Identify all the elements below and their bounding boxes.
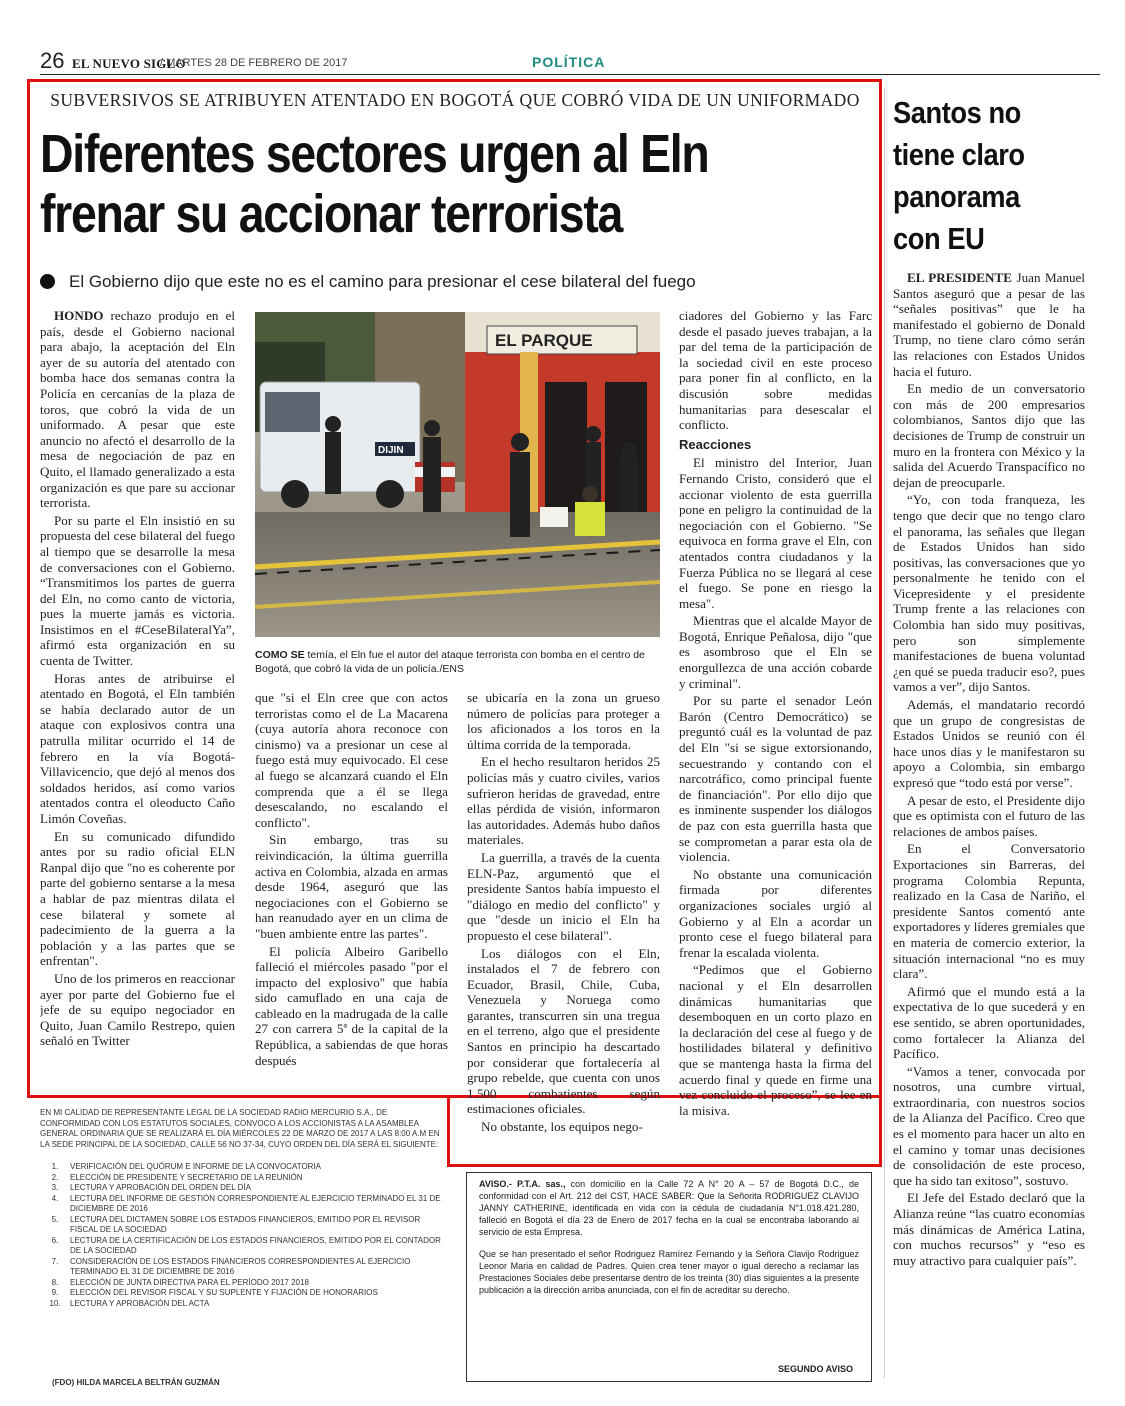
headline-line-1: Diferentes sectores urgen al Eln bbox=[40, 124, 709, 184]
subhead-reacciones: Reacciones bbox=[679, 436, 752, 452]
caption-lead: COMO SE bbox=[255, 649, 305, 661]
paragraph: Horas antes de atribuirse el atentado en Bogotá, el Eln también se había declarado autor de un ataque con explosivos contra una patrulla militar ocurrido el 14 de febrero en la vía Bogotá-Villavicencio, que dejó al menos dos soldados heridos, así como varios atentados contra el oleoducto Caño Limón Coveñas. bbox=[40, 670, 235, 826]
paragraph: que "si el Eln cree que con actos terroristas como el de La Macarena (cuya autoría ahora reconoce con cinismo) va a presionar un cese al fuego está muy equivocado. El cese al fuego se alcanzará cuando el Eln comprenda que a él se llega desescalando, no escalando el conflicto". bbox=[255, 690, 448, 830]
agenda-item bbox=[40, 1173, 444, 1184]
lead-word: HONDO bbox=[54, 308, 104, 323]
van-label: DIJIN bbox=[378, 445, 404, 456]
page-header bbox=[40, 48, 1100, 74]
photo-sign: EL PARQUE bbox=[495, 331, 593, 350]
agenda-item bbox=[40, 1288, 444, 1299]
article-photo bbox=[255, 312, 660, 637]
agenda-item bbox=[40, 1299, 444, 1310]
agenda-item-text: LECTURA Y APROBACIÓN DEL ACTA bbox=[70, 1298, 210, 1308]
notice-lead: AVISO.- P.T.A. sas., bbox=[479, 1179, 566, 1189]
paragraph: ciadores del Gobierno y las Farc desde el pasado jueves trabajan, a la par del tema de la participación de la sociedad civil en este proceso para poner fin al conflicto, en la discusión sobre medidas humanitarias para desescalar el conflicto. bbox=[679, 308, 872, 433]
paragraph: Uno de los primeros en reaccionar ayer por parte del Gobierno fue el jefe de su equipo negociador en Quito, Juan Camilo Restrepo, quien señaló en Twitter bbox=[40, 970, 235, 1049]
article-deck bbox=[40, 272, 870, 292]
section-label: POLÍTICA bbox=[532, 54, 606, 70]
agenda-item bbox=[40, 1278, 444, 1289]
paragraph: Además, el mandatario recordó que un grupo de congresistas de Estados Unidos se reunió con él hace unos días y le manifestaron su apoyo a Colombia, sin embargo expresó que “todo está por verse”. bbox=[893, 697, 1085, 790]
article-column-2 bbox=[255, 690, 448, 1090]
header-rule bbox=[40, 74, 1100, 75]
paragraph: En medio de un conversatorio con más de 200 empresarios colombianos, Santos dijo que las decisiones de Trump de construir un muro en la frontera con México y la salida del Acuerdo Transpacífico no dejan de preocuparle. bbox=[893, 381, 1085, 490]
bullet-icon bbox=[40, 274, 55, 289]
paragraph: “Vamos a tener, convocada por nosotros, una cumbre virtual, extraordinaria, con nuestros socios de la Alianza del Pacífico. Creo que es el momento para hacer un alto en el camino y tomar unas decisiones de consolidación de este proceso, que ha sido tan exitoso”, sostuvo. bbox=[893, 1063, 1085, 1188]
agenda-item bbox=[40, 1183, 444, 1194]
article-kicker: SUBVERSIVOS SE ATRIBUYEN ATENTADO EN BOGOTÁ QUE COBRÓ VIDA DE UN UNIFORMADO bbox=[50, 90, 860, 110]
agenda-item-text: LECTURA DEL INFORME DE GESTIÓN CORRESPONDIENTE AL EJERCICIO TERMINADO EL 31 DE DICIEMBRE DE 2016 bbox=[70, 1193, 441, 1213]
agenda-item-number: 5. bbox=[51, 1214, 59, 1224]
paragraph: En el Conversatorio Exportaciones sin Barreras, del programa Colombia Repunta, realizado en la Casa de Nariño, el presidente Santos comentó ante exportadores y líderes gremiales que en materia de comercio exterior, la situación internacional “no es muy clara”. bbox=[893, 841, 1085, 982]
paragraph: “Pedimos que el Gobierno nacional y el Eln desarrollen dinámicas humanitarias que desemboquen en un corto plazo en la declaración del cese al fuego y de hostilidades bilateral y definitivo que se mantenga hasta la firma del acuerdo final y quede en firme una vez concluido el proceso”, se lee en la misiva. bbox=[679, 962, 872, 1118]
paragraph: Por su parte el Eln insistió en su propuesta del cese bilateral del fuego al tiempo que se desarrolle la mesa de conversaciones con el Gobierno. “Transmitimos los partes de guerra del Eln, no como canto de victoria, pues la muerte jamás es victoria. Insistimos en el #CeseBilateralYa”, afirmó esta organización en su cuenta de Twitter. bbox=[40, 512, 235, 669]
crime-scene-photo bbox=[255, 312, 660, 637]
notice-paragraph: con domicilio en la Calle 72 A N° 20 A – 57 de Bogotá D.C., de conformidad con el Art. 212 del CST, HACE SABER: Que la Señorita RODRIGUEZ CLAVIJO JANNY CATHERINE, identificada en vida con la cédula de ciudadanía N°1.018.421.280, falleció en Bogotá el día 23 de Enero de 2017 fecha en la cual se encontraba laborando al servicio de esta Empresa. bbox=[479, 1179, 859, 1237]
paragraph: “Yo, con toda franqueza, les tengo que decir que no tengo claro el panorama, las señales que llegan de Estados Unidos han sido positivas, las conversaciones que yo personalmente he tenido con el Vicepresidente y el presidente Trump frente a las relaciones con Colombia han sido muy positivas, pero son simplemente manifestaciones de buena voluntad ¿en qué se pueda traducir eso?, pues vamos a ver”, dijo Santos. bbox=[893, 492, 1085, 695]
deck-text: El Gobierno dijo que este no es el camino para presionar el cese bilateral del fuego bbox=[69, 272, 696, 291]
sidebar-headline: Santos no tiene claro panorama con EU bbox=[893, 95, 1025, 256]
article-headline bbox=[40, 124, 754, 244]
headline-line-2: frenar su accionar terrorista bbox=[40, 184, 623, 244]
agenda-item-text: ELECCIÓN DE JUNTA DIRECTIVA PARA EL PERÍODO 2017 2018 bbox=[70, 1277, 309, 1287]
agenda-item bbox=[40, 1257, 444, 1278]
agenda-item bbox=[40, 1194, 444, 1215]
paragraph: En su comunicado difundido antes por su radio oficial ELN Ranpal dijo que "no es coherente por parte del gobierno sentarse a la mesa a hablar de paz mientras dilata el cese bilateral y somete al padecimiento de la guerra a la población y a las partes que se enfrentan". bbox=[40, 828, 235, 969]
article-column-1 bbox=[40, 308, 235, 1090]
paragraph: Juan Manuel Santos aseguró que a pesar de las “señales positivas” que le ha manifestado el gobierno de Donald Trump, no tiene claro cómo serán las relaciones con Estados Unidos hacia el futuro. bbox=[893, 270, 1085, 379]
agenda-item-text: VERIFICACIÓN DEL QUÓRUM E INFORME DE LA CONVOCATORIA bbox=[70, 1162, 321, 1171]
paragraph: Sin embargo, tras su reivindicación, la última guerrilla activa en Colombia, alzada en armas desde 1964, aseguró que las negociaciones con el Gobierno se han reanudado ayer en un clima de "buen ambiente entre las partes". bbox=[255, 832, 448, 941]
paragraph: No obstante una comunicación firmada por diferentes organizaciones sociales urgió al Gobierno y al Eln a acordar un pronto cese el fuego bilateral para frenar la escalada violenta. bbox=[679, 866, 872, 960]
paragraph: El policía Albeiro Garibello falleció el miércoles pasado "por el impacto del explosivo" que había sido camuflado en una caja de cableado en la madrugada de la calle 27 con carrera 5ª de la capital de la República, a sabiendas de que horas después bbox=[255, 943, 448, 1068]
paragraph: A pesar de esto, el Presidente dijo que es optimista con el futuro de las relaciones de ambos países. bbox=[893, 792, 1085, 839]
agenda-item-number: 1. bbox=[51, 1162, 59, 1171]
paragraph: La guerrilla, a través de la cuenta ELN-Paz, argumentó que el presidente Santos había impuesto el "diálogo en medio del conflicto" y que "desde un inicio el Eln ha propuesto el cese bilateral". bbox=[467, 849, 660, 943]
agenda-item-text: ELECCIÓN DEL REVISOR FISCAL Y SU SUPLENTE Y FIJACIÓN DE HONORARIOS bbox=[70, 1288, 378, 1297]
paragraph: Los diálogos con el Eln, instalados el 7 de febrero con Ecuador, Brasil, Chile, Cuba, Venezuela y Noruega como garantes, transcurren sin una tregua en el terreno, algo que el presidente Santos en principio ha descartado por considerar que fortalecería al grupo rebelde, que cuenta con unos 1.500 combatientes según estimaciones oficiales. bbox=[467, 945, 660, 1117]
photo-caption bbox=[255, 648, 660, 676]
paragraph: rechazo produjo en el país, desde el Gobierno nacional para abajo, la aceptación del Eln ayer de su autoría del atentado con bomba hace dos semanas contra la Policía en cercanías de la plaza de toros, que cobró la vida de un uniformado. A pesar que este anuncio no afectó el desarrollo de la mesa de negociación de paz en Quito, el llamado generalizado a esta organización es que pare su accionar terrorista. bbox=[40, 308, 235, 511]
agenda-item-text: CONSIDERACIÓN DE LOS ESTADOS FINANCIEROS CORRESPONDIENTES AL EJERCICIO TERMINADO EL 31 DE DICIEMBRE DE 2016 bbox=[70, 1256, 411, 1276]
paragraph: Por su parte el senador León Barón (Centro Democrático) se preguntó cuál es la voluntad de paz del Eln "si se sigue extorsionando, secuestrando y contando con el narcotráfico, como principal fuente de financiación". Por ello dijo que es inminente suspender los diálogos de paz con esta guerrilla hasta que se comprometan a parar esta ola de violencia. bbox=[679, 693, 872, 865]
newspaper-name: EL NUEVO SIGLO bbox=[72, 56, 186, 71]
agenda-item-number: 6. bbox=[51, 1235, 59, 1245]
agenda-item-text: LECTURA Y APROBACIÓN DEL ORDEN DEL DÍA bbox=[70, 1183, 251, 1192]
notice-paragraph: Que se han presentado el señor Rodriguez Ramírez Fernando y la Señora Clavijo Rodriguez Leonor Maria en calidad de Padres. Quien crea tener mayor o igual derecho a reclamar las Prestaciones Sociales debe presentarse dentro de los treinta (30) días siguientes a la presente publicación a la dirección arriba anunciada, con el fin de acreditar su derecho. bbox=[479, 1249, 859, 1295]
agenda-item-text: ELECCIÓN DE PRESIDENTE Y SECRETARIO DE LA REUNIÓN bbox=[70, 1172, 303, 1182]
sidebar-column bbox=[893, 270, 1085, 1385]
agenda-item bbox=[40, 1215, 444, 1236]
agenda-item-number: 3. bbox=[51, 1183, 59, 1192]
page-number: 26 bbox=[40, 48, 65, 73]
notice-signature: (FDO) HILDA MARCELA BELTRÁN GUZMÁN bbox=[52, 1378, 220, 1387]
agenda-item-number: 9. bbox=[51, 1288, 59, 1297]
issue-date: / MARTES 28 DE FEBRERO DE 2017 bbox=[160, 57, 348, 69]
agenda-item-number: 7. bbox=[51, 1256, 59, 1266]
sidebar-lead-word: EL PRESIDENTE bbox=[907, 270, 1012, 285]
paragraph: El Jefe del Estado declaró que la Alianza reúne “las cuatro economías más dinámicas de América Latina, con muchos recursos” y “eso es muy atractivo para cualquier país”. bbox=[893, 1190, 1085, 1268]
assembly-notice bbox=[40, 1108, 444, 1398]
agenda-item bbox=[40, 1236, 444, 1257]
paragraph: Afirmó que el mundo está a la expectativa de lo que sucederá y en ese sentido, se abren oportunidades, como fortalecer la Alianza del Pacífico. bbox=[893, 983, 1085, 1062]
agenda-item-text: LECTURA DEL DICTAMEN SOBRE LOS ESTADOS FINANCIEROS, EMITIDO POR EL REVISOR FISCAL DE LA SOCIEDAD bbox=[70, 1214, 421, 1234]
agenda-item-number: 4. bbox=[51, 1193, 59, 1203]
agenda-item-text: LECTURA DE LA CERTIFICACIÓN DE LOS ESTADOS FINANCIEROS, EMITIDO POR EL CONTADOR DE LA SOCIEDAD bbox=[70, 1235, 441, 1255]
paragraph: Mientras que el alcalde Mayor de Bogotá, Enrique Peñalosa, dijo "que es asombroso que el Eln se enorgullezca de una acción cobarde y criminal". bbox=[679, 613, 872, 691]
agenda-item bbox=[40, 1162, 444, 1173]
article-column-3 bbox=[467, 690, 660, 1152]
labor-notice bbox=[466, 1172, 872, 1382]
agenda-item-number: 10. bbox=[49, 1298, 61, 1308]
paragraph: En el hecho resultaron heridos 25 policías más y cuatro civiles, varios sufrieron heridas de gravedad, entre ellas pérdida de visión, informaron las autoridades. Además hubo daños materiales. bbox=[467, 754, 660, 848]
sidebar-divider bbox=[884, 88, 885, 1378]
notice-intro: EN MI CALIDAD DE REPRESENTANTE LEGAL DE LA SOCIEDAD RADIO MERCURIO S.A., DE CONFORMIDAD CON LOS ESTATUTOS SOCIALES, CONVOCO A LOS ACCIONISTAS A LA ASAMBLEA GENERAL ORDINARIA QUE SE REALIZARÁ EL DÍA MIÉRCOLES 22 DE MARZO DE 2017 A LAS 8:00 A.M EN LA SEDE PRINCIPAL DE LA SOCIEDAD, CALLE 56 NO 37-34, CUYO ORDEN DEL DÍA SERÁ EL SIGUIENTE: bbox=[40, 1108, 440, 1149]
caption-text: temía, el Eln fue el autor del ataque terrorista con bomba en el centro de Bogotá, que cobró la vida de un policía./ENS bbox=[255, 649, 645, 675]
notice-footer: SEGUNDO AVISO bbox=[777, 1364, 853, 1374]
agenda-item-number: 8. bbox=[51, 1277, 59, 1287]
paragraph: se ubicaría en la zona un grueso número de policías para proteger a los aficionados a los toros en la última corrida de la temporada. bbox=[467, 690, 660, 752]
agenda-item-number: 2. bbox=[51, 1172, 59, 1182]
article-column-4 bbox=[679, 308, 872, 1160]
agenda-list bbox=[40, 1162, 444, 1309]
paragraph: El ministro del Interior, Juan Fernando Cristo, consideró que el accionar violento de esta guerrilla pone en peligro la continuidad de la negociación con el Gobierno. "Se equivoca en forma grave el Eln, con atentados contra ciudadanos y la Fuerza Pública no se llegará al cese el fuego. Se pone en riesgo la mesa". bbox=[679, 455, 872, 611]
paragraph: No obstante, los equipos nego- bbox=[481, 1119, 643, 1135]
